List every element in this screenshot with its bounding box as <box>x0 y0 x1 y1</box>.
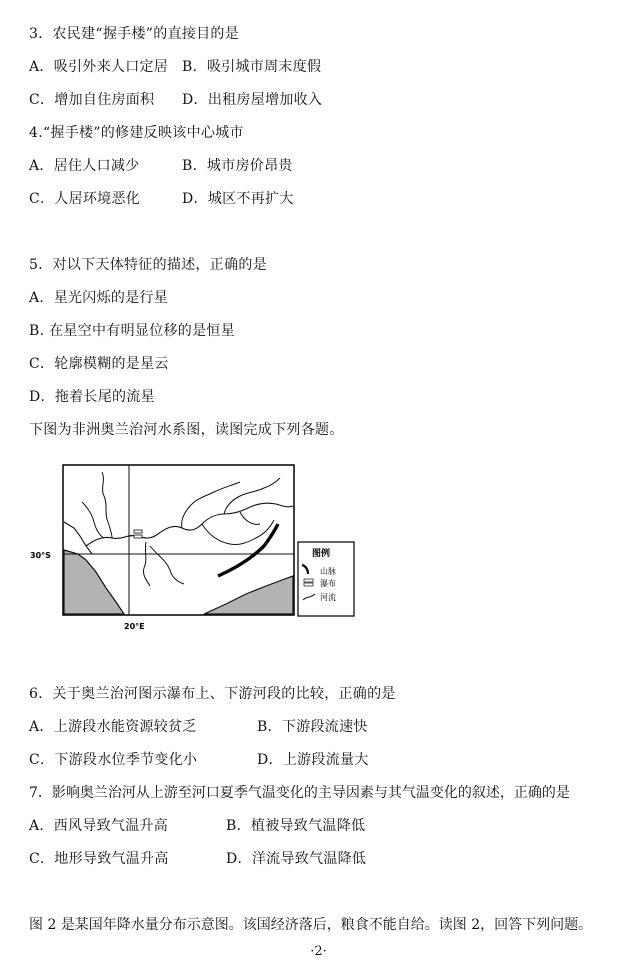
legend-river-label: 河流 <box>320 593 336 602</box>
q7-stem: 7．影响奥兰治河从上游至河口夏季气温变化的主导因素与其气温变化的叙述，正确的是 <box>29 785 570 801</box>
q4-stem: 4.“握手楼”的修建反映该中心城市 <box>29 125 244 141</box>
lon-label: 20°E <box>124 622 145 631</box>
q4-option-b: B．城市房价昂贵 <box>182 158 293 174</box>
q6-option-a: A．上游段水能资源较贫乏 <box>29 719 197 735</box>
page-number: ·2· <box>310 944 327 959</box>
legend-mountain-label: 山脉 <box>320 567 336 576</box>
legend-waterfall-symbol <box>304 579 313 582</box>
legend-waterfall-label: 瀑布 <box>320 579 336 588</box>
q5-option-d: D．拖着长尾的流星 <box>29 389 155 405</box>
q6-option-c: C．下游段水位季节变化小 <box>29 752 198 768</box>
q3-option-c: C．增加自住房面积 <box>29 92 155 108</box>
q6-option-d: D．上游段流量大 <box>257 752 369 768</box>
lat-label: 30°S <box>30 551 51 560</box>
q6-option-b: B．下游段流速快 <box>257 719 368 735</box>
q5-option-a: A．星光闪烁的是行星 <box>29 290 169 306</box>
q7-option-a: A．西风导致气温升高 <box>29 818 169 834</box>
q6-stem: 6．关于奥兰治河图示瀑布上、下游河段的比较，正确的是 <box>29 686 396 702</box>
map-legend <box>298 542 354 616</box>
q3-stem: 3．农民建“握手楼”的直接目的是 <box>29 26 240 42</box>
q3-option-b: B．吸引城市周末度假 <box>182 59 322 75</box>
q3-option-a: A．吸引外来人口定居 <box>29 59 169 75</box>
q3-option-d: D．出租房屋增加收入 <box>182 92 323 108</box>
q4-option-c: C．人居环境恶化 <box>29 191 141 207</box>
fig2-intro: 图 2 是某国年降水量分布示意图。该国经济落后，粮食不能自给。读图 2，回答下列问题。 <box>29 917 593 933</box>
q7-option-d: D．洋流导致气温降低 <box>226 851 367 867</box>
orange-river-map <box>30 462 360 642</box>
q5-stem: 5．对以下天体特征的描述，正确的是 <box>29 257 268 273</box>
q4-option-a: A．居住人口减少 <box>29 158 140 174</box>
legend-title: 图例 <box>312 549 331 559</box>
map-svg <box>30 462 360 642</box>
q7-option-c: C．地形导致气温升高 <box>29 851 169 867</box>
q5-option-c: C．轮廓模糊的是星云 <box>29 356 169 372</box>
q7-option-b: B．植被导致气温降低 <box>226 818 366 834</box>
map-intro: 下图为非洲奥兰治河水系图，读图完成下列各题。 <box>29 422 344 438</box>
q5-option-b: B. 在星空中有明显位移的是恒星 <box>29 323 235 339</box>
q4-option-d: D．城区不再扩大 <box>182 191 294 207</box>
